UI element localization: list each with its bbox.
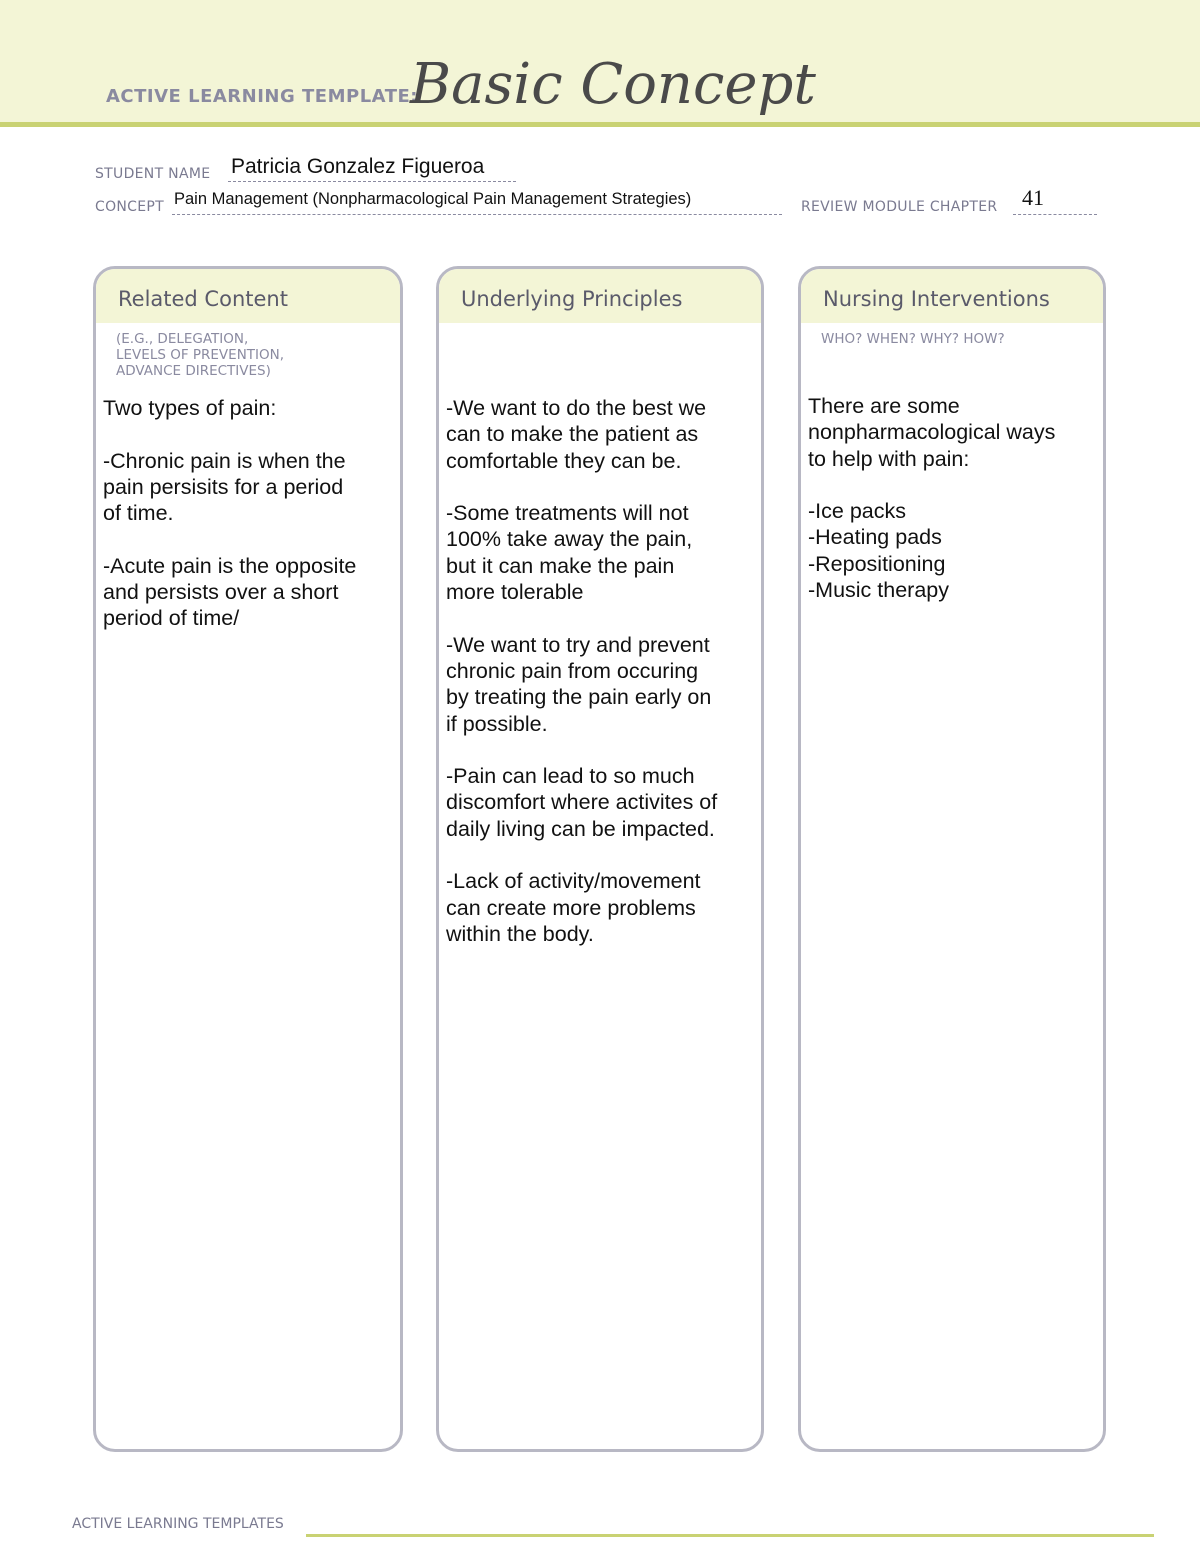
template-label: ACTIVE LEARNING TEMPLATE: [106, 86, 418, 107]
student-name-line [228, 181, 516, 182]
student-name-label: STUDENT NAME [95, 166, 211, 182]
related-content-heading: Related Content [96, 269, 400, 323]
underlying-principles-subheading [439, 323, 761, 385]
underlying-principles-card [436, 266, 764, 1452]
related-content-card [93, 266, 403, 1452]
nursing-interventions-body[interactable]: There are some nonpharmacological ways to help with pain: -Ice packs -Heating pads -Repositioning -Music therapy [808, 394, 1056, 603]
template-title: Basic Concept [410, 52, 816, 117]
underlying-principles-body[interactable]: -We want to do the best we can to make the patient as comfortable they can be. -Some treatments will not 100% take away the pain, but it can make the pain more tolerable -We want to try and prevent chronic pain from occuring by treating the pain early on if possible. -Pain can lead to so much discomfort where activites of daily living can be impacted. -Lack of activity/movement can create more problems within the body. [446, 396, 718, 946]
concept-line [172, 214, 782, 215]
nursing-interventions-heading: Nursing Interventions [801, 269, 1103, 323]
underlying-principles-heading: Underlying Principles [439, 269, 761, 323]
related-content-subheading: (E.G., DELEGATION, LEVELS OF PREVENTION, ADVANCE DIRECTIVES) [116, 331, 285, 379]
concept-label: CONCEPT [95, 199, 164, 215]
chapter-value[interactable]: 41 [1022, 185, 1044, 210]
student-name-value[interactable]: Patricia Gonzalez Figueroa [231, 155, 485, 178]
footer-label: ACTIVE LEARNING TEMPLATES [72, 1516, 284, 1532]
nursing-interventions-subheading: WHO? WHEN? WHY? HOW? [821, 331, 1005, 347]
chapter-line [1013, 214, 1097, 215]
related-content-body[interactable]: Two types of pain: -Chronic pain is when the pain persisits for a period of time. -Acute pain is the opposite and persists over a short period of time/ [103, 396, 357, 631]
nursing-interventions-card [798, 266, 1106, 1452]
concept-value[interactable]: Pain Management (Nonpharmacological Pain Management Strategies) [174, 190, 692, 208]
header-rule [0, 122, 1200, 127]
footer-rule [306, 1534, 1154, 1537]
chapter-label: REVIEW MODULE CHAPTER [801, 199, 998, 215]
